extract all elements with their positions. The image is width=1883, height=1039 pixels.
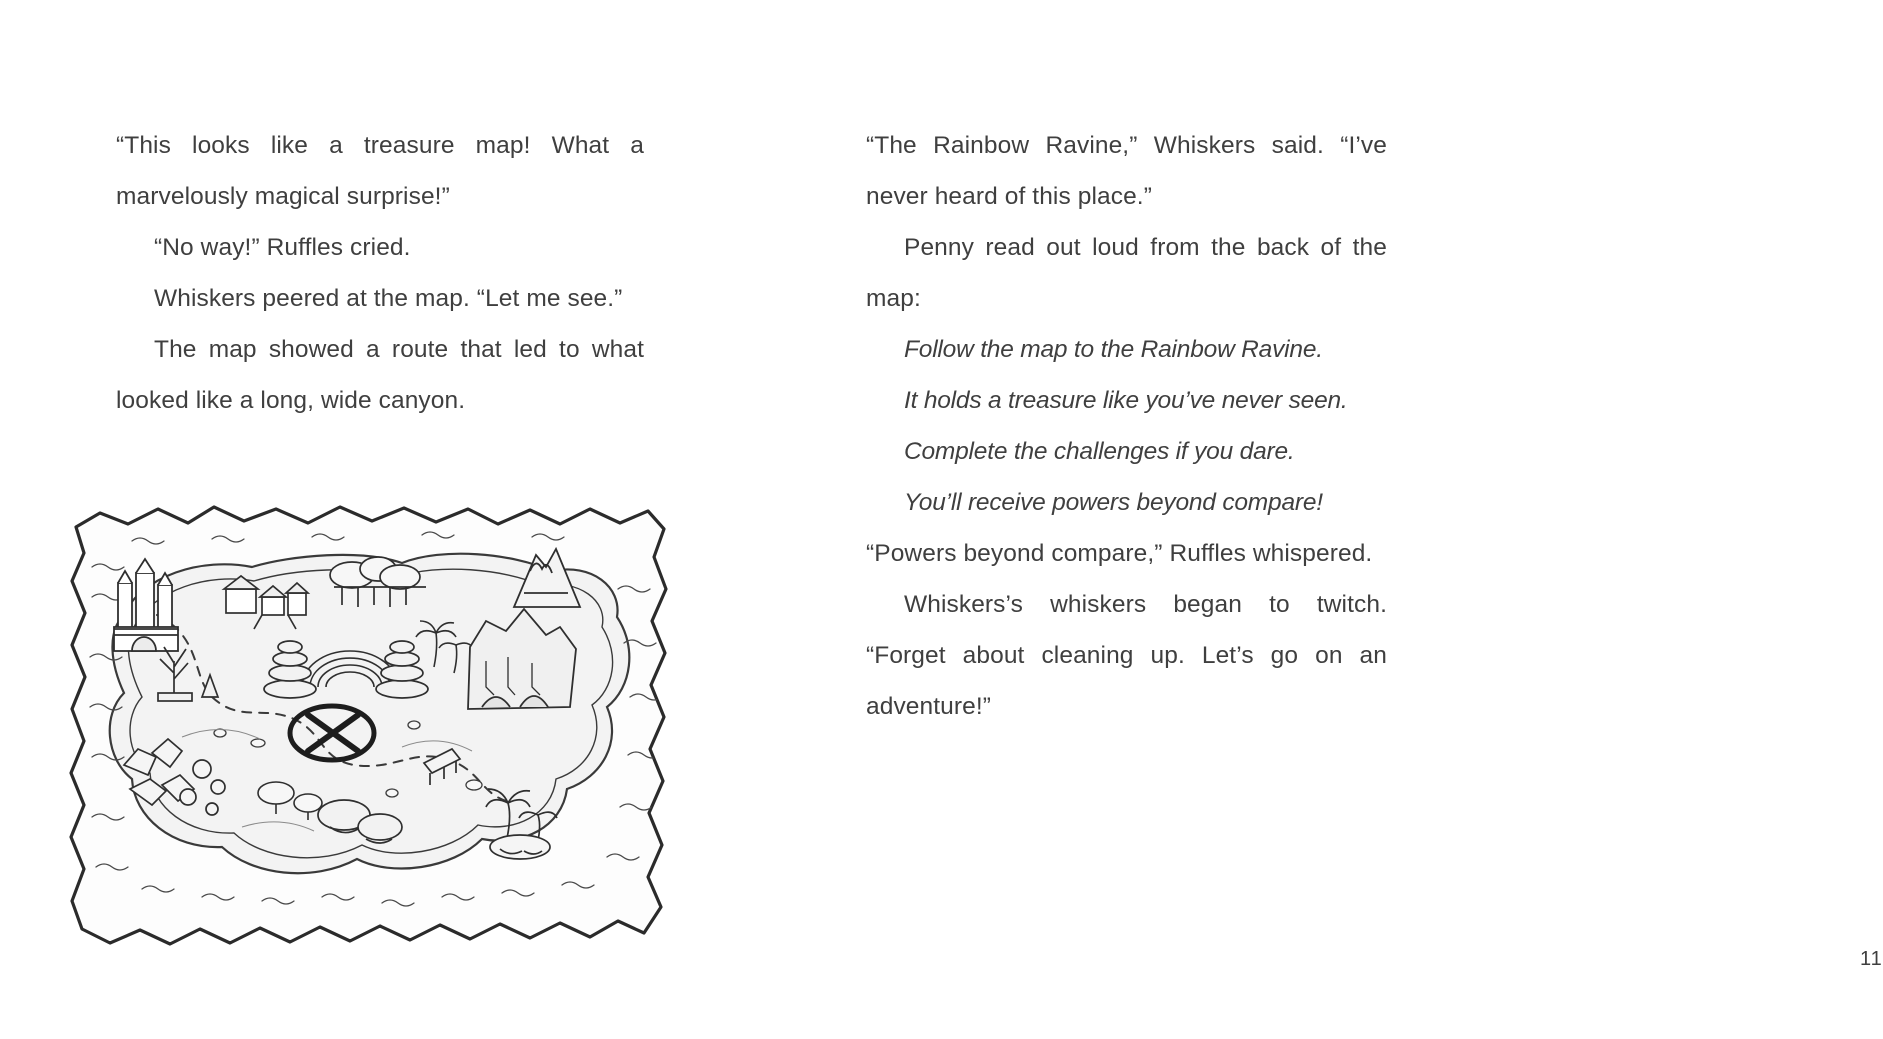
paragraph: “No way!” Ruffles cried. (154, 234, 411, 261)
verse-line: It holds a treasure like you’ve never seen. (904, 387, 1348, 414)
paragraph: “Powers beyond compare,” Ruffles whispered. (866, 540, 1373, 567)
paragraph: “The Rainbow Ravine,” Whiskers said. “I’ve never heard of this place.” (866, 132, 1387, 210)
right-page-text-column (866, 120, 1387, 732)
page-number: 11 (1860, 948, 1883, 970)
paragraph: Penny read out loud from the back of the map: (866, 234, 1387, 312)
right-page (750, 0, 1883, 1039)
treasure-map-illustration (62, 497, 677, 965)
verse-line: Follow the map to the Rainbow Ravine. (904, 336, 1323, 363)
verse-line: Complete the challenges if you dare. (904, 438, 1295, 465)
left-page (0, 0, 750, 1039)
left-page-text-column (116, 120, 644, 426)
paragraph: The map showed a route that led to what looked like a long, wide canyon. (116, 336, 644, 414)
paragraph: “This looks like a treasure map! What a marvelously magical surprise!” (116, 132, 644, 210)
paragraph: Whiskers’s whiskers began to twitch. “Forget about cleaning up. Let’s go on an adventure!” (866, 591, 1387, 720)
verse-line: You’ll receive powers beyond compare! (904, 489, 1323, 516)
paragraph: Whiskers peered at the map. “Let me see.” (154, 285, 623, 312)
